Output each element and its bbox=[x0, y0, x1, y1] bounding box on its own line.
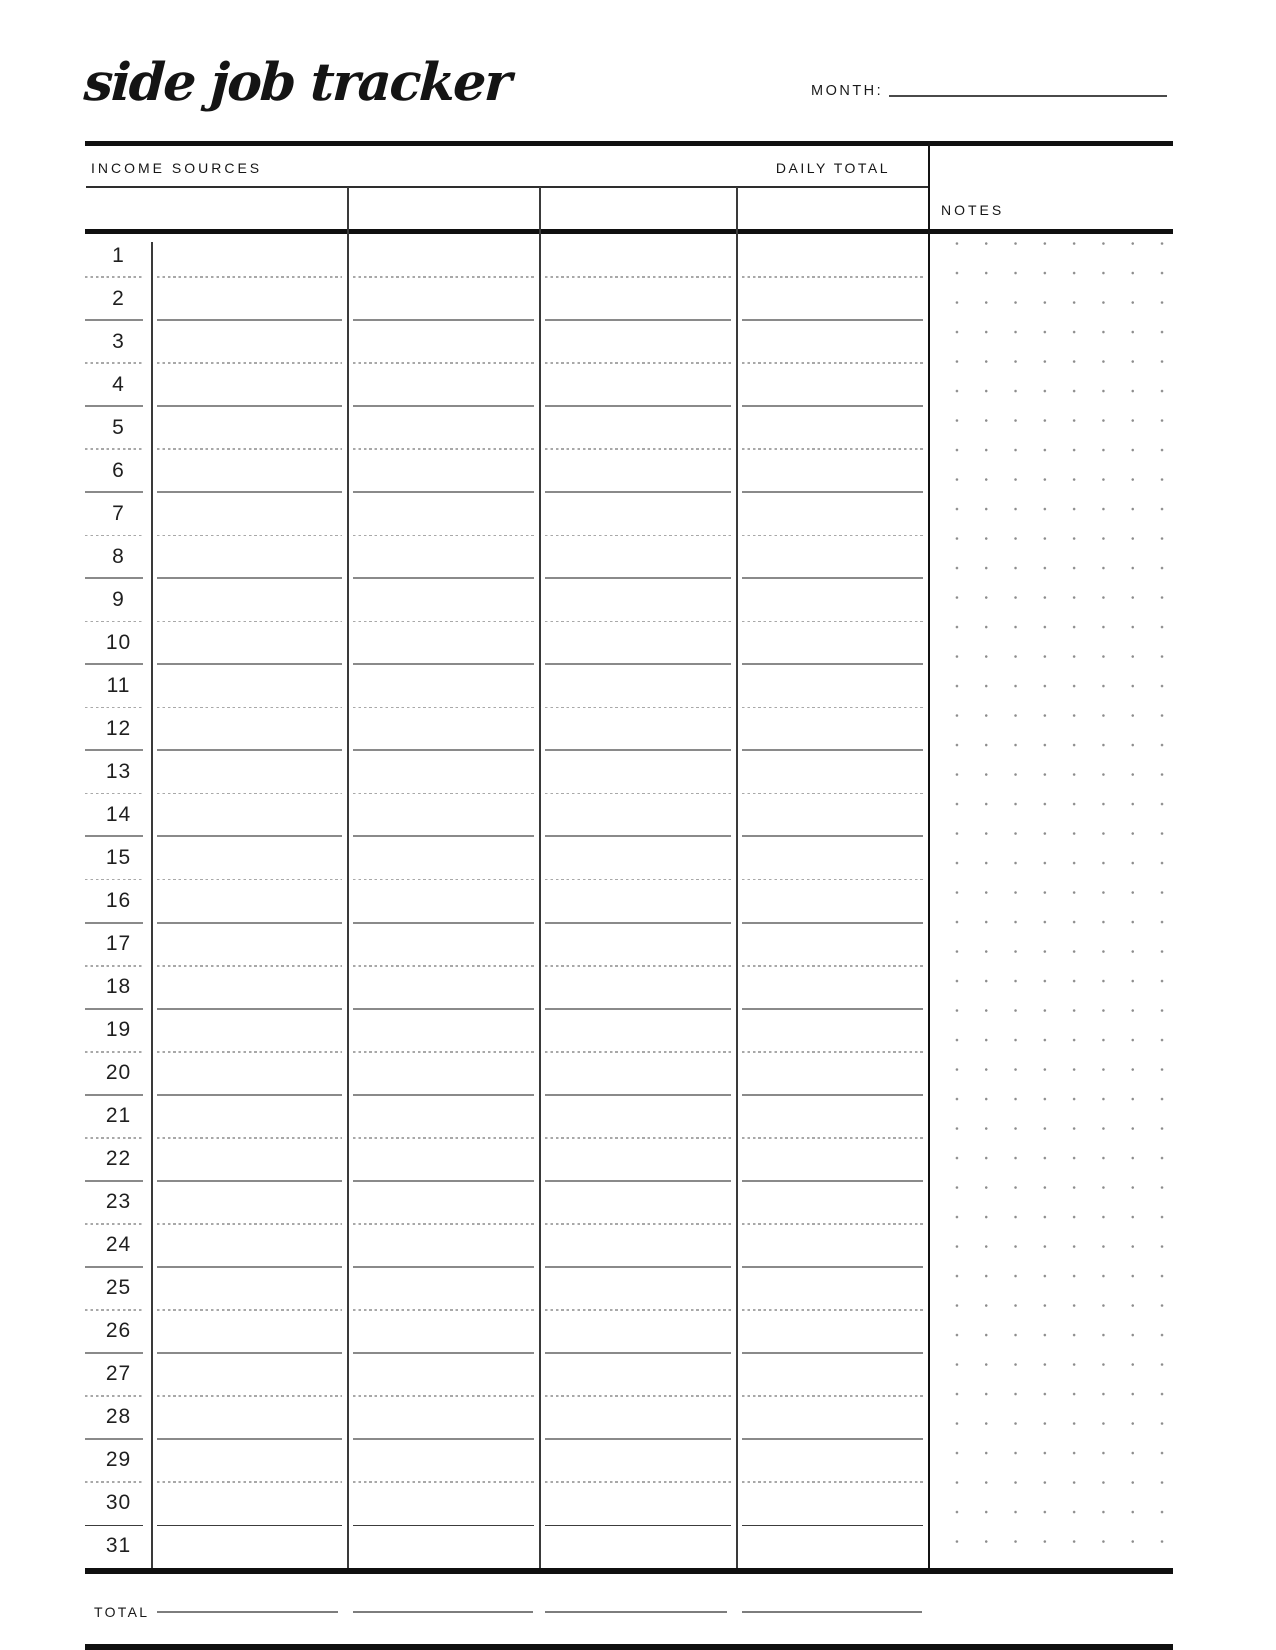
income-cell-3[interactable] bbox=[540, 406, 737, 449]
daily-total-cell[interactable] bbox=[737, 621, 929, 664]
income-cell-1[interactable] bbox=[152, 1224, 348, 1267]
income-cell-2[interactable] bbox=[348, 707, 540, 750]
income-cell-1[interactable] bbox=[152, 1095, 348, 1138]
daily-total-cell[interactable] bbox=[737, 664, 929, 707]
table-row bbox=[85, 363, 929, 406]
notes-header: NOTES bbox=[941, 202, 1005, 218]
day-number-cell bbox=[85, 320, 152, 363]
income-cell-3[interactable] bbox=[540, 1181, 737, 1224]
income-cell-1[interactable] bbox=[152, 535, 348, 578]
day-number: 23 bbox=[105, 1190, 132, 1214]
day-number: 31 bbox=[105, 1534, 132, 1558]
table-row bbox=[85, 1267, 929, 1310]
table-row bbox=[85, 879, 929, 922]
income-cell-1[interactable] bbox=[152, 1396, 348, 1439]
day-number: 22 bbox=[105, 1147, 132, 1171]
day-number: 29 bbox=[105, 1448, 132, 1472]
income-cell-3[interactable] bbox=[540, 1353, 737, 1396]
income-cell-2[interactable] bbox=[348, 793, 540, 836]
income-cell-1[interactable] bbox=[152, 707, 348, 750]
day-number-cell bbox=[85, 1310, 152, 1353]
daily-total-cell[interactable] bbox=[737, 923, 929, 966]
day-number-cell bbox=[85, 664, 152, 707]
income-cell-3[interactable] bbox=[540, 535, 737, 578]
income-cell-3[interactable] bbox=[540, 1052, 737, 1095]
day-number: 14 bbox=[105, 802, 132, 826]
day-number: 19 bbox=[105, 1018, 132, 1042]
table-row bbox=[85, 621, 929, 664]
income-cell-1[interactable] bbox=[152, 363, 348, 406]
day-number-cell bbox=[85, 1482, 152, 1525]
day-number-cell bbox=[85, 621, 152, 664]
income-cell-2[interactable] bbox=[348, 1052, 540, 1095]
table-row bbox=[85, 1224, 929, 1267]
income-cell-3[interactable] bbox=[540, 363, 737, 406]
income-cell-3[interactable] bbox=[540, 492, 737, 535]
day-number: 26 bbox=[105, 1319, 132, 1343]
day-number-cell bbox=[85, 363, 152, 406]
daily-total-cell[interactable] bbox=[737, 535, 929, 578]
income-cell-2[interactable] bbox=[348, 535, 540, 578]
day-number-cell bbox=[85, 923, 152, 966]
income-cell-3[interactable] bbox=[540, 1095, 737, 1138]
income-cell-2[interactable] bbox=[348, 578, 540, 621]
table-row bbox=[85, 277, 929, 320]
income-cell-3[interactable] bbox=[540, 320, 737, 363]
day-number: 13 bbox=[105, 759, 132, 783]
income-cell-2[interactable] bbox=[348, 234, 540, 277]
day-number: 8 bbox=[112, 544, 125, 568]
daily-total-cell[interactable] bbox=[737, 492, 929, 535]
day-number-cell bbox=[85, 535, 152, 578]
day-number-cell bbox=[85, 578, 152, 621]
day-number-cell bbox=[85, 234, 152, 277]
daily-total-cell[interactable] bbox=[737, 1310, 929, 1353]
income-cell-2[interactable] bbox=[348, 1009, 540, 1052]
income-cell-3[interactable] bbox=[540, 277, 737, 320]
daily-total-cell[interactable] bbox=[737, 449, 929, 492]
day-number-cell bbox=[85, 1138, 152, 1181]
day-number-cell bbox=[85, 1052, 152, 1095]
daily-total-cell[interactable] bbox=[737, 320, 929, 363]
daily-total-cell[interactable] bbox=[737, 1095, 929, 1138]
income-cell-3[interactable] bbox=[540, 750, 737, 793]
income-cell-3[interactable] bbox=[540, 1224, 737, 1267]
day-number: 24 bbox=[105, 1233, 132, 1257]
income-cell-2[interactable] bbox=[348, 1396, 540, 1439]
table-row bbox=[85, 578, 929, 621]
income-cell-3[interactable] bbox=[540, 1009, 737, 1052]
income-cell-1[interactable] bbox=[152, 234, 348, 277]
day-number: 27 bbox=[105, 1362, 132, 1386]
income-cell-3[interactable] bbox=[540, 1310, 737, 1353]
day-number: 28 bbox=[105, 1405, 132, 1429]
income-cell-1[interactable] bbox=[152, 793, 348, 836]
income-sources-header: INCOME SOURCES bbox=[91, 160, 263, 176]
day-number-cell bbox=[85, 966, 152, 1009]
income-cell-3[interactable] bbox=[540, 1267, 737, 1310]
income-cell-3[interactable] bbox=[540, 793, 737, 836]
day-number-cell bbox=[85, 707, 152, 750]
day-number-cell bbox=[85, 793, 152, 836]
income-cell-1[interactable] bbox=[152, 1052, 348, 1095]
top-rule bbox=[85, 141, 1173, 146]
income-source-name-cell[interactable] bbox=[85, 188, 347, 228]
page-bottom-rule bbox=[85, 1644, 1173, 1650]
income-cell-1[interactable] bbox=[152, 664, 348, 707]
daily-total-cell[interactable] bbox=[737, 1224, 929, 1267]
table-row bbox=[85, 1525, 929, 1568]
income-cell-3[interactable] bbox=[540, 923, 737, 966]
income-cell-3[interactable] bbox=[540, 234, 737, 277]
income-cell-1[interactable] bbox=[152, 621, 348, 664]
table-row bbox=[85, 1181, 929, 1224]
daily-total-cell[interactable] bbox=[737, 879, 929, 922]
income-cell-3[interactable] bbox=[540, 664, 737, 707]
table-row bbox=[85, 793, 929, 836]
day-number: 10 bbox=[105, 630, 132, 654]
daily-total-name-cell[interactable] bbox=[737, 188, 928, 228]
daily-total-cell[interactable] bbox=[737, 793, 929, 836]
day-number-cell bbox=[85, 836, 152, 879]
day-number: 15 bbox=[105, 845, 132, 869]
income-cell-1[interactable] bbox=[152, 1525, 348, 1568]
income-cell-2[interactable] bbox=[348, 1310, 540, 1353]
income-cell-3[interactable] bbox=[540, 1396, 737, 1439]
income-cell-2[interactable] bbox=[348, 966, 540, 1009]
income-cell-1[interactable] bbox=[152, 923, 348, 966]
day-number: 21 bbox=[105, 1104, 132, 1128]
daily-total-cell[interactable] bbox=[737, 234, 929, 277]
day-number-cell bbox=[85, 449, 152, 492]
day-number: 25 bbox=[105, 1276, 132, 1300]
income-cell-1[interactable] bbox=[152, 836, 348, 879]
income-cell-3[interactable] bbox=[540, 707, 737, 750]
income-cell-2[interactable] bbox=[348, 1095, 540, 1138]
daily-total-cell[interactable] bbox=[737, 1052, 929, 1095]
page-title: side job tracker bbox=[82, 52, 512, 113]
income-cell-3[interactable] bbox=[540, 621, 737, 664]
table-row bbox=[85, 750, 929, 793]
daily-total-cell[interactable] bbox=[737, 1138, 929, 1181]
income-cell-2[interactable] bbox=[348, 1224, 540, 1267]
month-input-line[interactable] bbox=[889, 95, 1167, 97]
income-cell-2[interactable] bbox=[348, 277, 540, 320]
table-bottom-rule bbox=[85, 1568, 1173, 1574]
day-number: 12 bbox=[105, 716, 132, 740]
table-row bbox=[85, 1310, 929, 1353]
daily-total-cell[interactable] bbox=[737, 1439, 929, 1482]
day-number: 3 bbox=[112, 329, 125, 353]
income-cell-2[interactable] bbox=[348, 449, 540, 492]
day-number-cell bbox=[85, 1267, 152, 1310]
day-number: 11 bbox=[106, 673, 131, 697]
day-number-cell bbox=[85, 1224, 152, 1267]
income-cell-1[interactable] bbox=[152, 1482, 348, 1525]
income-cell-1[interactable] bbox=[152, 966, 348, 1009]
table-row bbox=[85, 449, 929, 492]
daily-total-cell[interactable] bbox=[737, 1525, 929, 1568]
day-number: 5 bbox=[112, 415, 125, 439]
income-cell-2[interactable] bbox=[348, 406, 540, 449]
daily-total-cell[interactable] bbox=[737, 1009, 929, 1052]
table-row bbox=[85, 1482, 929, 1525]
income-cell-3[interactable] bbox=[540, 1482, 737, 1525]
income-cell-2[interactable] bbox=[348, 320, 540, 363]
day-number-cell bbox=[85, 1525, 152, 1568]
income-cell-1[interactable] bbox=[152, 879, 348, 922]
day-number: 9 bbox=[112, 587, 125, 611]
income-cell-3[interactable] bbox=[540, 1439, 737, 1482]
table-row bbox=[85, 923, 929, 966]
day-number: 18 bbox=[105, 975, 132, 999]
day-number-cell bbox=[85, 406, 152, 449]
income-cell-3[interactable] bbox=[540, 836, 737, 879]
income-cell-1[interactable] bbox=[152, 1267, 348, 1310]
table-row bbox=[85, 1439, 929, 1482]
table-row bbox=[85, 1052, 929, 1095]
day-number-cell bbox=[85, 492, 152, 535]
day-number: 6 bbox=[112, 458, 125, 482]
income-cell-2[interactable] bbox=[348, 1353, 540, 1396]
table-row bbox=[85, 1396, 929, 1439]
table-row bbox=[85, 1095, 929, 1138]
income-cell-2[interactable] bbox=[348, 1138, 540, 1181]
income-cell-2[interactable] bbox=[348, 750, 540, 793]
table-rows bbox=[85, 234, 929, 1568]
income-cell-2[interactable] bbox=[348, 836, 540, 879]
daily-total-cell[interactable] bbox=[737, 966, 929, 1009]
total-input-line-2[interactable] bbox=[353, 1611, 533, 1613]
day-number: 2 bbox=[112, 286, 125, 310]
day-number: 4 bbox=[112, 372, 125, 396]
daily-total-cell[interactable] bbox=[737, 578, 929, 621]
table-row bbox=[85, 234, 929, 277]
table-row bbox=[85, 1009, 929, 1052]
notes-dot-grid[interactable] bbox=[929, 234, 1173, 1567]
day-number-cell bbox=[85, 750, 152, 793]
table-row bbox=[85, 664, 929, 707]
income-cell-1[interactable] bbox=[152, 578, 348, 621]
day-number-cell bbox=[85, 277, 152, 320]
month-label: MONTH: bbox=[811, 83, 884, 99]
income-cell-1[interactable] bbox=[152, 449, 348, 492]
table-row bbox=[85, 535, 929, 578]
income-cell-3[interactable] bbox=[540, 1525, 737, 1568]
income-cell-1[interactable] bbox=[152, 1009, 348, 1052]
total-input-line-1[interactable] bbox=[157, 1611, 338, 1613]
daily-total-cell[interactable] bbox=[737, 750, 929, 793]
day-number-cell bbox=[85, 1095, 152, 1138]
income-cell-2[interactable] bbox=[348, 923, 540, 966]
income-cell-2[interactable] bbox=[348, 1482, 540, 1525]
table-row bbox=[85, 836, 929, 879]
income-cell-3[interactable] bbox=[540, 966, 737, 1009]
daily-total-cell[interactable] bbox=[737, 1181, 929, 1224]
day-number: 7 bbox=[112, 501, 125, 525]
daily-total-cell[interactable] bbox=[737, 836, 929, 879]
income-cell-2[interactable] bbox=[348, 363, 540, 406]
income-cell-1[interactable] bbox=[152, 1181, 348, 1224]
income-cell-1[interactable] bbox=[152, 750, 348, 793]
day-number: 1 bbox=[112, 243, 125, 267]
table-row bbox=[85, 1353, 929, 1396]
income-cell-3[interactable] bbox=[540, 879, 737, 922]
table-row bbox=[85, 966, 929, 1009]
income-cell-2[interactable] bbox=[348, 1525, 540, 1568]
day-number-cell bbox=[85, 1396, 152, 1439]
income-cell-2[interactable] bbox=[348, 621, 540, 664]
table-row bbox=[85, 707, 929, 750]
day-number: 16 bbox=[105, 888, 132, 912]
daily-total-cell[interactable] bbox=[737, 406, 929, 449]
income-cell-2[interactable] bbox=[348, 492, 540, 535]
daily-total-cell[interactable] bbox=[737, 1353, 929, 1396]
day-number-cell bbox=[85, 1439, 152, 1482]
income-cell-2[interactable] bbox=[348, 879, 540, 922]
total-label: TOTAL bbox=[94, 1604, 150, 1620]
income-source-name-cell[interactable] bbox=[540, 188, 736, 228]
income-cell-2[interactable] bbox=[348, 1439, 540, 1482]
income-cell-3[interactable] bbox=[540, 578, 737, 621]
income-cell-3[interactable] bbox=[540, 449, 737, 492]
income-cell-1[interactable] bbox=[152, 1353, 348, 1396]
total-input-line-4[interactable] bbox=[742, 1611, 922, 1613]
day-number: 30 bbox=[105, 1491, 132, 1515]
income-cell-1[interactable] bbox=[152, 277, 348, 320]
day-number-cell bbox=[85, 1009, 152, 1052]
daily-total-cell[interactable] bbox=[737, 1482, 929, 1525]
total-input-line-3[interactable] bbox=[545, 1611, 727, 1613]
day-number: 20 bbox=[105, 1061, 132, 1085]
daily-total-cell[interactable] bbox=[737, 1267, 929, 1310]
day-number: 17 bbox=[105, 932, 132, 956]
daily-total-cell[interactable] bbox=[737, 707, 929, 750]
income-cell-1[interactable] bbox=[152, 320, 348, 363]
income-cell-1[interactable] bbox=[152, 1439, 348, 1482]
income-cell-3[interactable] bbox=[540, 1138, 737, 1181]
day-number-cell bbox=[85, 1353, 152, 1396]
income-cell-1[interactable] bbox=[152, 406, 348, 449]
daily-total-cell[interactable] bbox=[737, 1396, 929, 1439]
income-cell-2[interactable] bbox=[348, 1267, 540, 1310]
income-cell-2[interactable] bbox=[348, 664, 540, 707]
table-row bbox=[85, 320, 929, 363]
day-number-cell bbox=[85, 1181, 152, 1224]
daily-total-cell[interactable] bbox=[737, 277, 929, 320]
day-number-cell bbox=[85, 879, 152, 922]
table-row bbox=[85, 1138, 929, 1181]
income-cell-1[interactable] bbox=[152, 1138, 348, 1181]
income-cell-1[interactable] bbox=[152, 1310, 348, 1353]
table-row bbox=[85, 492, 929, 535]
daily-total-cell[interactable] bbox=[737, 363, 929, 406]
daily-total-header: DAILY TOTAL bbox=[775, 160, 891, 176]
income-cell-2[interactable] bbox=[348, 1181, 540, 1224]
table-row bbox=[85, 406, 929, 449]
income-source-name-cell[interactable] bbox=[348, 188, 539, 228]
income-cell-1[interactable] bbox=[152, 492, 348, 535]
